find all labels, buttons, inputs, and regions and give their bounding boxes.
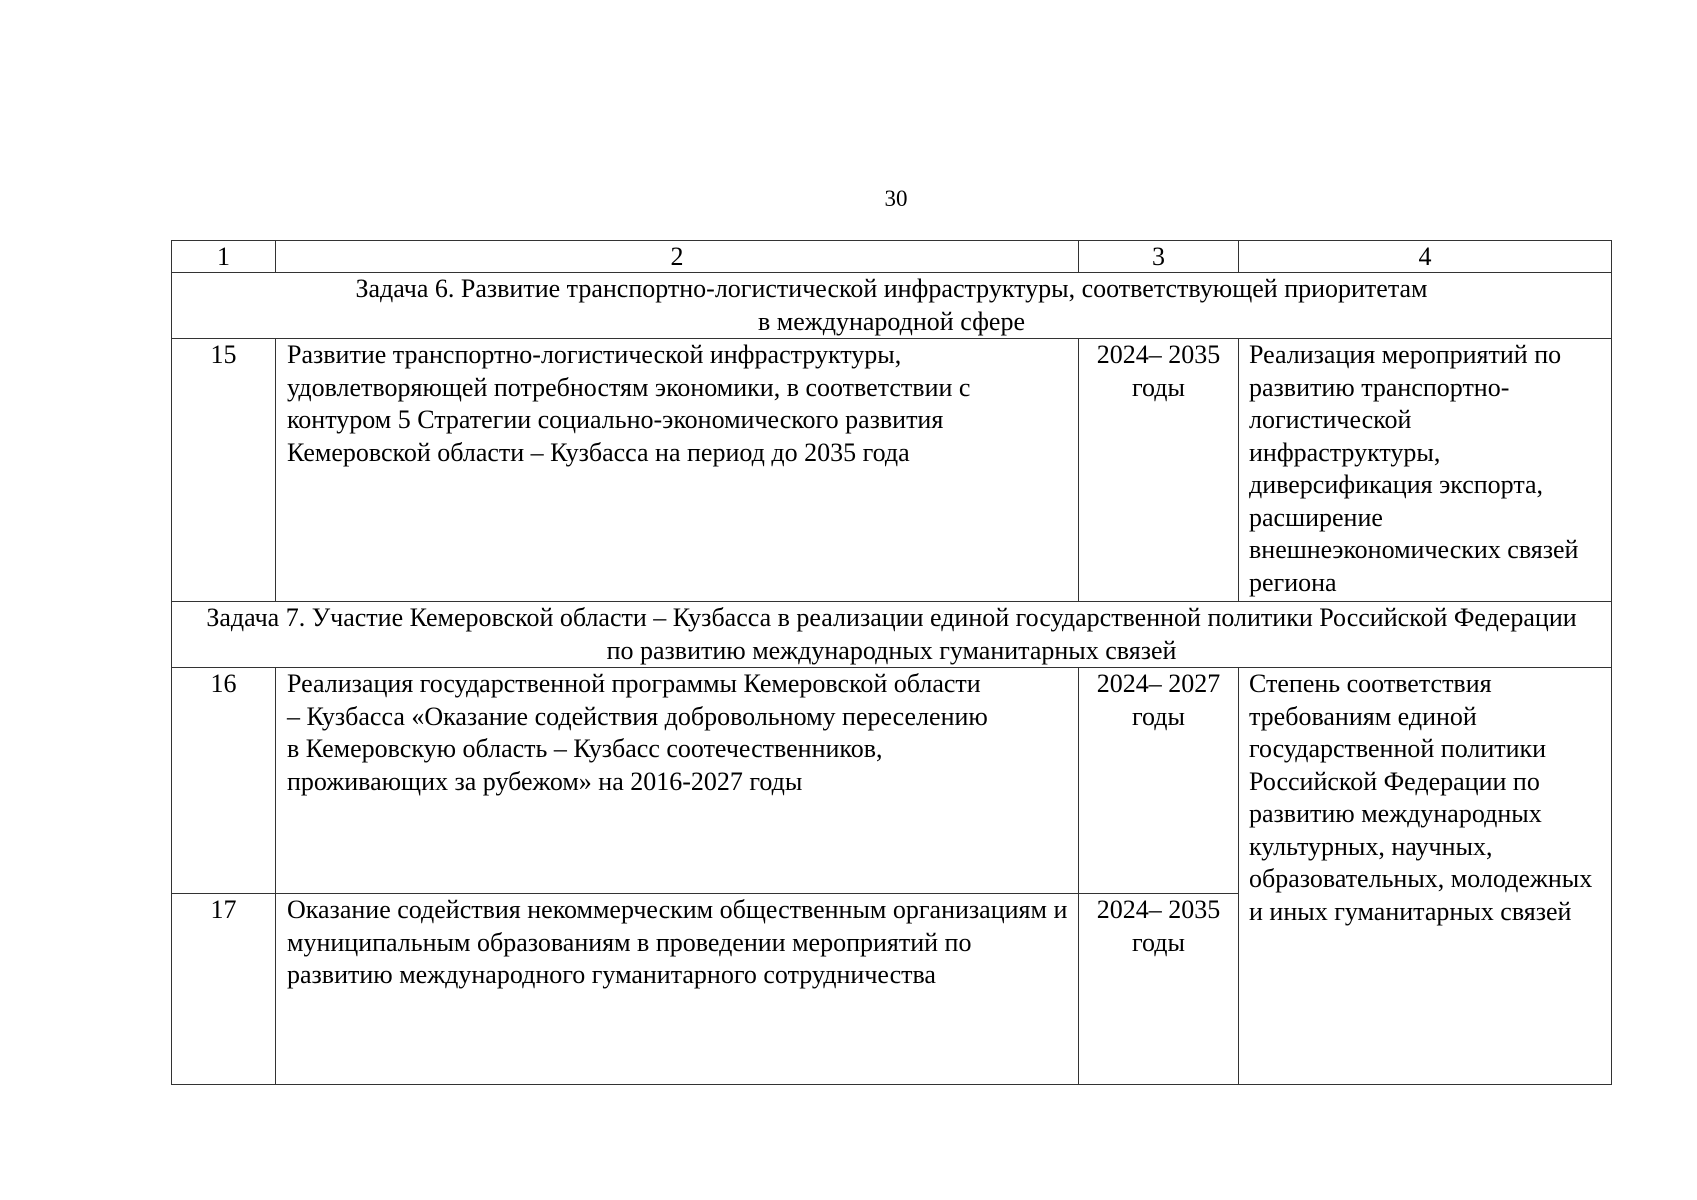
column-number-row	[172, 241, 1612, 273]
row-number: 17	[172, 894, 276, 1085]
column-number-cell: 3	[1079, 241, 1239, 273]
row-number: 15	[172, 339, 276, 602]
column-number-cell: 1	[172, 241, 276, 273]
measures-table	[171, 240, 1612, 1085]
task-heading-row	[172, 602, 1612, 668]
task-7-heading: Задача 7. Участие Кемеровской области – Кузбасса в реализации единой государственной политики Российской Федерации по развитию международных гуманитарных связей	[172, 602, 1612, 668]
period-cell: 2024– 2035 годы	[1079, 894, 1239, 1085]
table-row	[172, 668, 1612, 894]
table-row	[172, 339, 1612, 602]
measure-text: Оказание содействия некоммерческим общественным организациям и муниципальным образованиям в проведении мероприятий по развитию международного гуманитарного сотрудничества	[276, 894, 1079, 1085]
result-cell: Реализация мероприятий по развитию транспортно-логистической инфраструктуры, диверсификация экспорта, расширение внешнеэкономических связей региона	[1239, 339, 1612, 602]
column-number-cell: 2	[276, 241, 1079, 273]
measure-text: Развитие транспортно-логистической инфраструктуры, удовлетворяющей потребностям экономики, в соответствии с контуром 5 Стратегии социально-экономического развития Кемеровской области – Кузбасса на период до 2035 года	[276, 339, 1079, 602]
column-number-cell: 4	[1239, 241, 1612, 273]
period-cell: 2024– 2027 годы	[1079, 668, 1239, 894]
row-number: 16	[172, 668, 276, 894]
page-number: 30	[884, 186, 908, 211]
task-6-heading: Задача 6. Развитие транспортно-логистической инфраструктуры, соответствующей приоритетам в международной сфере	[172, 273, 1612, 339]
result-cell: Степень соответствия требованиям единой государственной политики Российской Федерации по развитию международных культурных, научных, образовательных, молодежных и иных гуманитарных связей	[1239, 668, 1612, 1085]
task-heading-row	[172, 273, 1612, 339]
measure-text: Реализация государственной программы Кемеровской области – Кузбасса «Оказание содействия добровольному переселению в Кемеровскую область – Кузбасс соотечественников, проживающих за рубежом» на 2016-2027 годы	[276, 668, 1079, 894]
period-cell: 2024– 2035 годы	[1079, 339, 1239, 602]
